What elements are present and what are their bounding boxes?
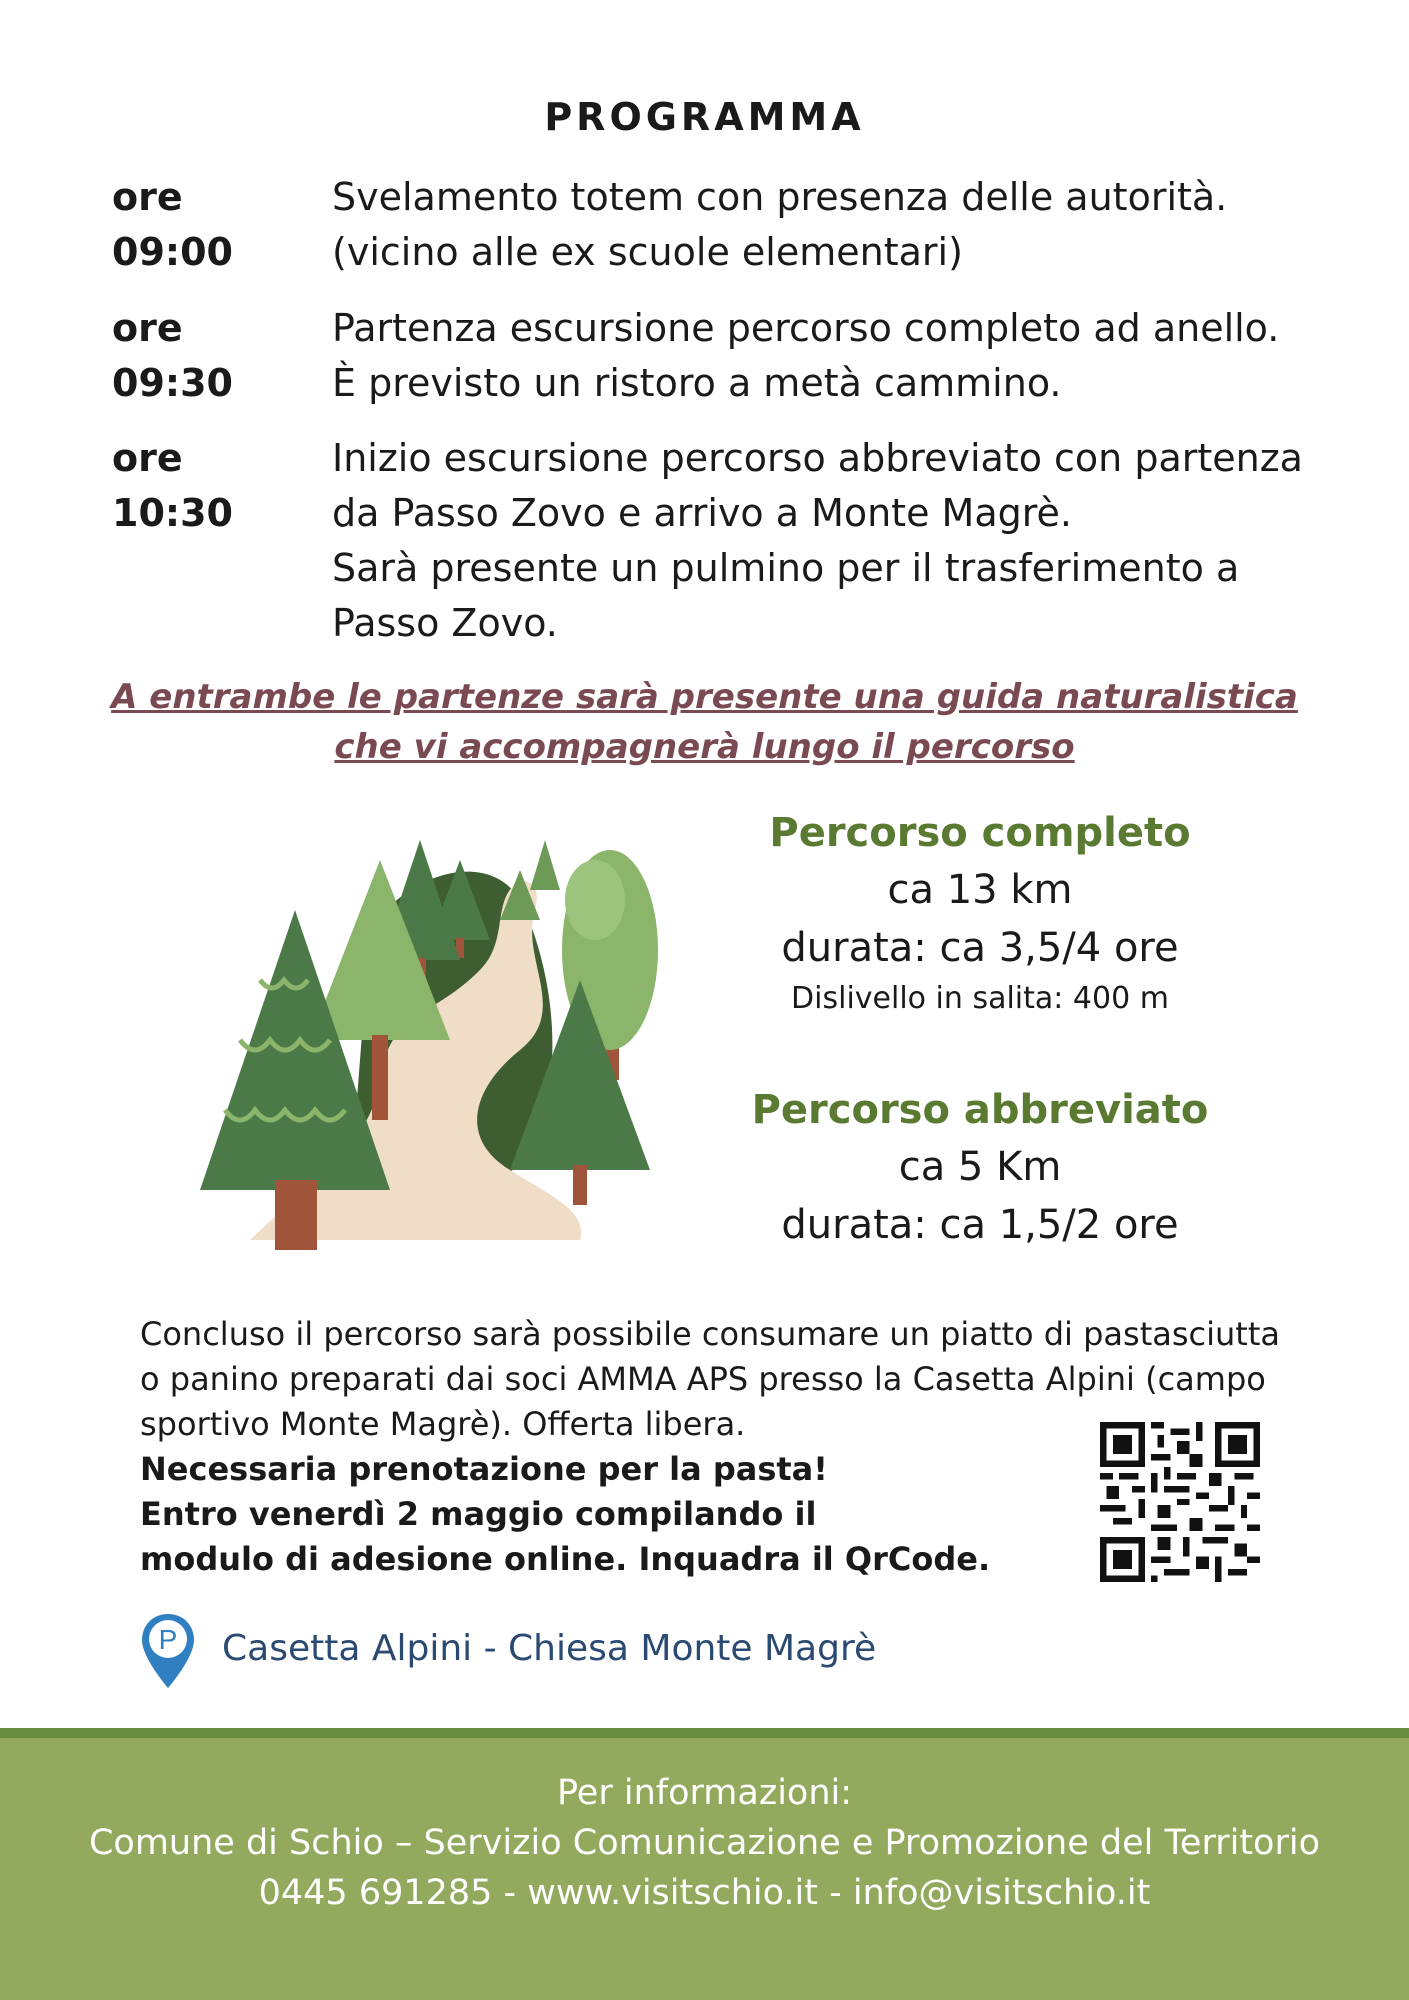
program-line: Inizio escursione percorso abbreviato con partenza — [332, 436, 1303, 480]
footer-organization: Comune di Schio – Servizio Comunicazione e Promozione del Territorio — [88, 1823, 1320, 1863]
route-short — [730, 1082, 1230, 1254]
qr-code[interactable] — [1100, 1422, 1260, 1582]
page-title: PROGRAMMA — [544, 95, 865, 139]
program-description — [332, 431, 1332, 651]
program-line: Svelamento totem con presenza delle autorità. — [332, 175, 1228, 219]
footer-heading: Per informazioni: — [556, 1773, 853, 1813]
program-line: Passo Zovo. — [332, 601, 558, 645]
info-bold-line: modulo di adesione online. Inquadra il QrCode. — [140, 1540, 991, 1578]
pin-letter: P — [158, 1624, 178, 1655]
program-line: (vicino alle ex scuole elementari) — [332, 230, 963, 274]
route-duration: durata: ca 3,5/4 ore — [781, 925, 1179, 971]
forest-path-illustration — [190, 790, 670, 1260]
program-line: È previsto un ristoro a metà cammino. — [332, 361, 1062, 405]
program-description — [332, 170, 1332, 280]
program-time: ore 09:00 — [112, 175, 233, 274]
info-line: o panino preparati dai soci AMMA APS presso la Casetta Alpini (campo — [140, 1360, 1266, 1398]
program-line: Partenza escursione percorso completo ad anello. — [332, 306, 1280, 350]
program-line: da Passo Zovo e arrivo a Monte Magrè. — [332, 491, 1072, 535]
footer — [0, 1738, 1409, 2000]
parking-pin-icon — [140, 1612, 196, 1690]
route-distance: ca 13 km — [887, 867, 1073, 913]
route-complete — [730, 805, 1230, 1021]
info-bold-line: Entro venerdì 2 maggio compilando il — [140, 1495, 817, 1533]
route-title: Percorso abbreviato — [751, 1087, 1209, 1133]
guide-note-line: che vi accompagnerà lungo il percorso — [334, 727, 1075, 767]
info-bold-line: Necessaria prenotazione per la pasta! — [140, 1450, 828, 1488]
route-elevation: Dislivello in salita: 400 m — [791, 981, 1169, 1016]
guide-note-line: A entrambe le partenze sarà presente una guida naturalistica — [111, 677, 1298, 717]
route-distance: ca 5 Km — [898, 1144, 1062, 1190]
program-line: Sarà presente un pulmino per il trasferimento a — [332, 546, 1240, 590]
program-time: ore 10:30 — [112, 436, 233, 535]
tree-icon — [530, 840, 560, 890]
program-time: ore 09:30 — [112, 306, 233, 405]
info-line: sportivo Monte Magrè). Offerta libera. — [140, 1405, 746, 1443]
footer-contacts: 0445 691285 - www.visitschio.it - info@visitschio.it — [258, 1873, 1151, 1913]
footer-band — [0, 1728, 1409, 1738]
location-label: Casetta Alpini - Chiesa Monte Magrè — [222, 1628, 877, 1669]
route-title: Percorso completo — [769, 810, 1191, 856]
info-line: Concluso il percorso sarà possibile consumare un piatto di pastasciutta — [140, 1315, 1280, 1353]
guide-note — [0, 672, 1409, 772]
program-description — [332, 301, 1332, 411]
route-duration: durata: ca 1,5/2 ore — [781, 1202, 1179, 1248]
